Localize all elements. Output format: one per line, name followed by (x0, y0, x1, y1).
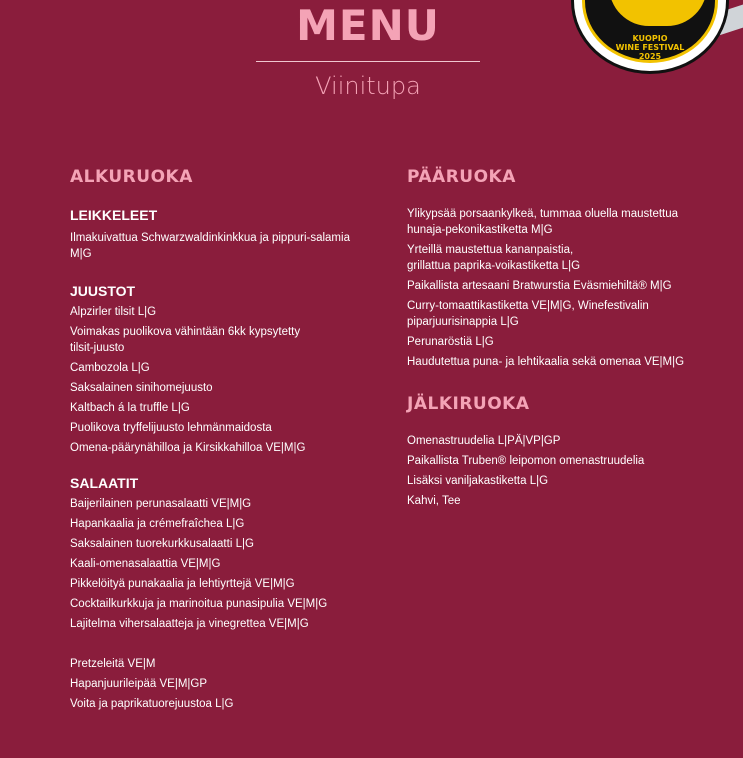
menu-item: Haudutettua puna- ja lehtikaalia sekä omenaa VE|M|G (407, 356, 685, 368)
menu-item: Ylikypsää porsaankylkeä, tummaa oluella maustettua hunaja-pekonikastiketta M|G (407, 208, 679, 236)
menu-item: Lajitelma vihersalaatteja ja vinegrettea VE|M|G (70, 618, 309, 630)
right-column (407, 165, 727, 513)
logo-text-festival: WINE FESTIVAL (615, 43, 685, 52)
logo-text-kuopio: KUOPIO (632, 34, 668, 43)
menu-item: Cambozola L|G (70, 362, 150, 374)
logo-text-year: 2025 (638, 52, 662, 61)
left-column (70, 165, 370, 716)
menu-item: Omena-päärynähilloa ja Kirsikkahilloa VE|M|G (70, 442, 306, 454)
menu-subtitle: Viinitupa (315, 72, 421, 100)
menu-item: Kaali-omenasalaattia VE|M|G (70, 558, 221, 570)
logo-inner-ring (582, 0, 718, 63)
menu-item: Ilmakuivattua Schwarzwaldinkinkkua ja pippuri-salamia M|G (70, 232, 350, 260)
section-paaruoka: PÄÄRUOKA (407, 167, 516, 187)
section-jalkiruoka: JÄLKIRUOKA (407, 394, 530, 414)
menu-item: Kahvi, Tee (407, 495, 461, 507)
menu-item: Alpzirler tilsit L|G (70, 306, 157, 318)
menu-item: Pretzeleitä VE|M (70, 658, 156, 670)
menu-item: Baijerilainen perunasalaatti VE|M|G (70, 498, 252, 510)
menu-item: Curry-tomaattikastiketta VE|M|G, Winefestivalin piparjuurisinappia L|G (407, 300, 649, 328)
menu-item: Saksalainen tuorekurkkusalaatti L|G (70, 538, 254, 550)
menu-item: Lisäksi vaniljakastiketta L|G (407, 475, 549, 487)
subsection-salaatit: SALAATIT (70, 475, 139, 491)
menu-item: Perunaröstiä L|G (407, 336, 494, 348)
subsection-juustot: JUUSTOT (70, 283, 136, 299)
menu-item: Paikallista Truben® leipomon omenastruudelia (407, 455, 645, 467)
menu-item: Pikkelöityä punakaalia ja lehtiyrttejä VE|M|G (70, 578, 295, 590)
menu-item: Yrteillä maustettua kananpaistia, grillattua paprika-voikastiketta L|G (407, 244, 581, 272)
menu-item: Hapankaalia ja crémefraîchea L|G (70, 518, 245, 530)
logo-emblem (609, 0, 707, 26)
menu-item: Hapanjuurileipää VE|M|GP (70, 678, 208, 690)
title-divider (256, 61, 480, 62)
section-alkuruoka: ALKURUOKA (70, 167, 193, 187)
subsection-leikkeleet: LEIKKELEET (70, 207, 158, 223)
menu-item: Cocktailkurkkuja ja marinoitua punasipulia VE|M|G (70, 598, 328, 610)
menu-item: Paikallista artesaani Bratwurstia Eväsmiehiltä® M|G (407, 280, 672, 292)
menu-item: Saksalainen sinihomejuusto (70, 382, 213, 394)
menu-item: Omenastruudelia L|PÄ|VP|GP (407, 435, 561, 447)
menu-title: MENU (296, 1, 440, 50)
menu-item: Puolikova tryffelijuusto lehmänmaidosta (70, 422, 272, 434)
menu-item: Kaltbach á la truffle L|G (70, 402, 190, 414)
menu-item: Voita ja paprikatuorejuustoa L|G (70, 698, 234, 710)
menu-item: Voimakas puolikova vähintään 6kk kypsytetty tilsit-juusto (70, 326, 301, 354)
festival-logo (571, 0, 729, 74)
